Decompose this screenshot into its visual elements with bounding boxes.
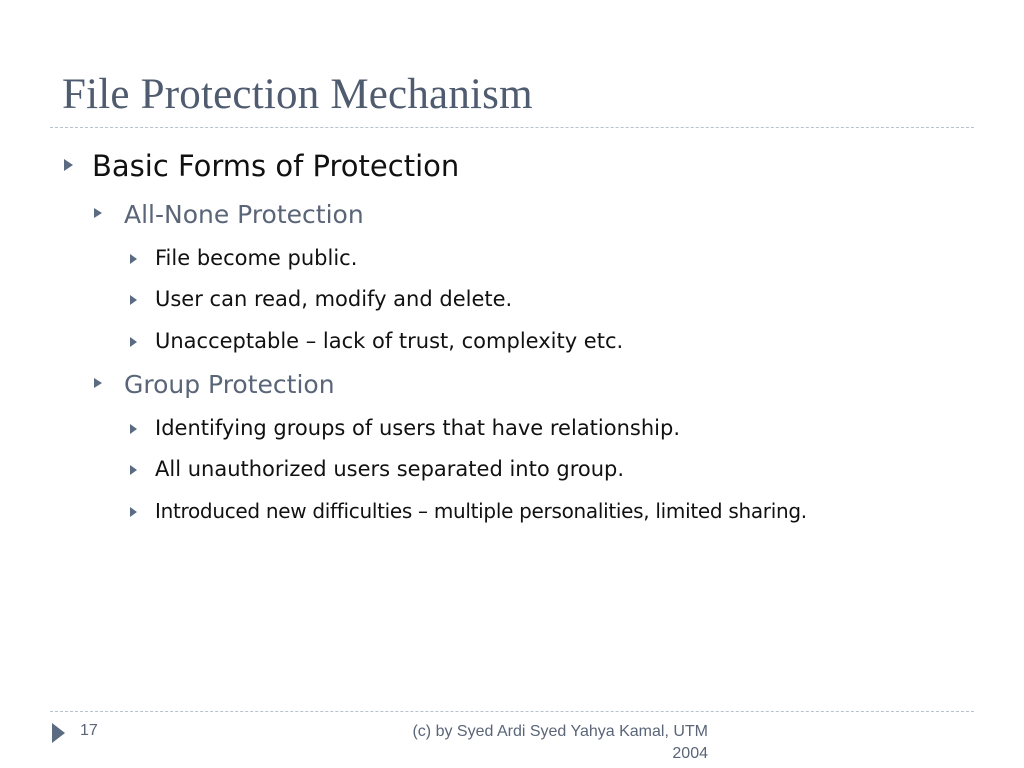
bullet-text: Basic Forms of Protection bbox=[92, 149, 460, 183]
list-item bbox=[130, 248, 930, 272]
footer-credit bbox=[330, 721, 708, 765]
footer-divider bbox=[50, 711, 974, 712]
list-item bbox=[130, 289, 930, 313]
triangle-right-icon bbox=[130, 507, 137, 517]
title-divider bbox=[50, 127, 974, 128]
slide-title: File Protection Mechanism bbox=[62, 71, 533, 118]
list-item bbox=[130, 501, 1000, 525]
triangle-right-icon bbox=[130, 295, 137, 305]
bullet-text: All unauthorized users separated into group. bbox=[155, 457, 625, 481]
triangle-right-icon bbox=[130, 337, 137, 347]
bullet-text: Unacceptable – lack of trust, complexity etc. bbox=[155, 329, 624, 353]
triangle-right-icon bbox=[130, 465, 137, 475]
triangle-right-icon bbox=[130, 424, 137, 434]
bullet-text: File become public. bbox=[155, 246, 358, 270]
list-item bbox=[130, 459, 990, 483]
bullet-text: User can read, modify and delete. bbox=[155, 287, 513, 311]
page-number: 17 bbox=[80, 722, 98, 739]
footer-credit-line: 2004 bbox=[672, 745, 708, 762]
triangle-right-icon bbox=[94, 208, 102, 218]
bullet-group-protection bbox=[94, 372, 794, 400]
bullet-text: All-None Protection bbox=[124, 200, 364, 229]
bullet-text: Introduced new difficulties – multiple personalities, limited sharing. bbox=[155, 499, 807, 523]
list-item bbox=[130, 331, 930, 355]
list-item bbox=[130, 418, 990, 442]
footer-credit-line: (c) by Syed Ardi Syed Yahya Kamal, UTM bbox=[412, 723, 708, 740]
triangle-right-icon bbox=[52, 723, 65, 743]
triangle-right-icon bbox=[64, 159, 73, 171]
bullet-text: Group Protection bbox=[124, 370, 335, 399]
triangle-right-icon bbox=[130, 254, 137, 264]
bullet-basic-forms bbox=[64, 149, 764, 184]
bullet-text: Identifying groups of users that have relationship. bbox=[155, 416, 680, 440]
triangle-right-icon bbox=[94, 378, 102, 388]
bullet-all-none-protection bbox=[94, 202, 794, 230]
